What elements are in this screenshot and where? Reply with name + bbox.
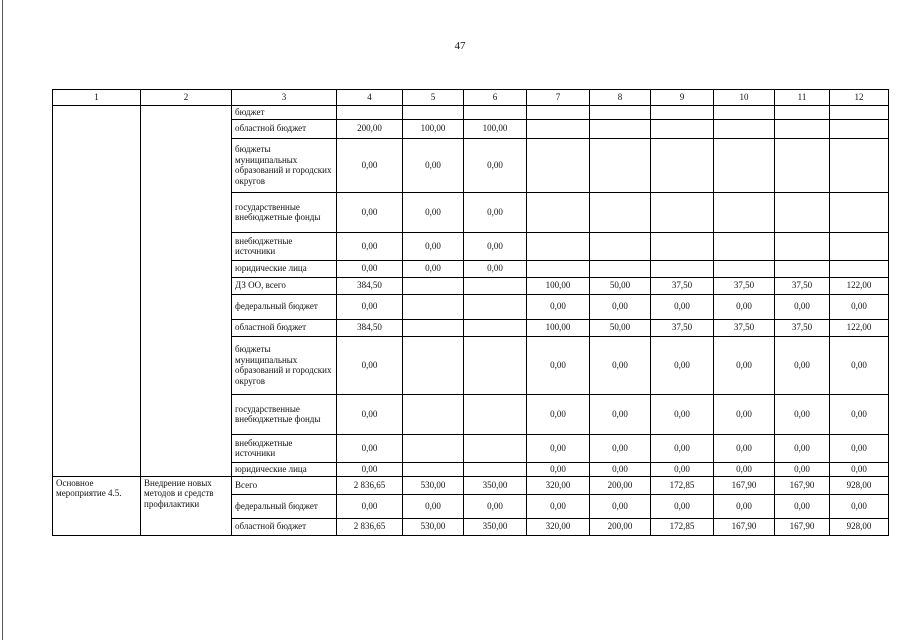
value-cell <box>403 106 464 120</box>
value-cell: 0,00 <box>651 494 714 518</box>
column-header: 3 <box>232 90 337 106</box>
activity-description-empty <box>141 106 232 477</box>
page-number: 47 <box>454 40 466 52</box>
value-cell: 167,90 <box>775 518 830 535</box>
value-cell: 0,00 <box>590 336 651 394</box>
value-cell: 320,00 <box>527 518 590 535</box>
value-cell: 0,00 <box>464 494 527 518</box>
value-cell: 0,00 <box>775 394 830 434</box>
table-row <box>53 476 889 494</box>
value-cell: 0,00 <box>714 462 775 476</box>
funding-source: юридические лица <box>232 462 337 476</box>
value-cell: 0,00 <box>651 462 714 476</box>
value-cell: 0,00 <box>403 232 464 260</box>
value-cell: 37,50 <box>775 277 830 294</box>
value-cell: 0,00 <box>830 494 889 518</box>
value-cell: 2 836,65 <box>337 518 403 535</box>
column-header: 7 <box>527 90 590 106</box>
value-cell: 200,00 <box>337 119 403 138</box>
value-cell <box>830 232 889 260</box>
value-cell: 0,00 <box>337 494 403 518</box>
value-cell <box>714 232 775 260</box>
value-cell: 0,00 <box>651 394 714 434</box>
value-cell <box>714 138 775 192</box>
value-cell <box>590 119 651 138</box>
activity-name: Основное мероприятие 4.5. <box>53 476 141 535</box>
value-cell: 0,00 <box>830 294 889 319</box>
value-cell: 384,50 <box>337 277 403 294</box>
funding-source: бюджет <box>232 106 337 120</box>
value-cell: 928,00 <box>830 518 889 535</box>
value-cell: 0,00 <box>775 434 830 462</box>
value-cell <box>830 138 889 192</box>
value-cell: 0,00 <box>775 336 830 394</box>
value-cell: 530,00 <box>403 476 464 494</box>
value-cell: 167,90 <box>714 476 775 494</box>
value-cell <box>590 192 651 232</box>
funding-source: внебюджетные источники <box>232 232 337 260</box>
value-cell <box>403 294 464 319</box>
value-cell <box>403 319 464 336</box>
value-cell: 0,00 <box>830 336 889 394</box>
value-cell <box>527 260 590 277</box>
column-header: 8 <box>590 90 651 106</box>
value-cell <box>714 260 775 277</box>
value-cell: 0,00 <box>527 394 590 434</box>
funding-source: Всего <box>232 476 337 494</box>
value-cell <box>527 192 590 232</box>
value-cell <box>527 232 590 260</box>
value-cell: 0,00 <box>590 294 651 319</box>
value-cell <box>590 138 651 192</box>
value-cell: 0,00 <box>527 434 590 462</box>
column-header: 9 <box>651 90 714 106</box>
value-cell <box>830 192 889 232</box>
value-cell: 50,00 <box>590 277 651 294</box>
value-cell <box>775 232 830 260</box>
value-cell: 0,00 <box>464 232 527 260</box>
value-cell: 0,00 <box>403 138 464 192</box>
column-header: 1 <box>53 90 141 106</box>
value-cell <box>775 138 830 192</box>
value-cell: 0,00 <box>775 494 830 518</box>
funding-source: бюджеты муниципальных образований и городских округов <box>232 138 337 192</box>
value-cell <box>464 277 527 294</box>
value-cell: 0,00 <box>714 294 775 319</box>
value-cell <box>527 138 590 192</box>
funding-source: бюджеты муниципальных образований и городских округов <box>232 336 337 394</box>
value-cell: 172,85 <box>651 476 714 494</box>
column-header: 11 <box>775 90 830 106</box>
value-cell <box>403 336 464 394</box>
column-header: 12 <box>830 90 889 106</box>
value-cell: 0,00 <box>464 138 527 192</box>
value-cell: 0,00 <box>337 394 403 434</box>
value-cell <box>830 260 889 277</box>
value-cell: 100,00 <box>527 277 590 294</box>
funding-source: областной бюджет <box>232 119 337 138</box>
value-cell <box>714 192 775 232</box>
funding-source: федеральный бюджет <box>232 494 337 518</box>
value-cell <box>775 192 830 232</box>
value-cell <box>775 119 830 138</box>
value-cell <box>403 434 464 462</box>
value-cell: 37,50 <box>775 319 830 336</box>
value-cell: 200,00 <box>590 476 651 494</box>
value-cell: 0,00 <box>651 336 714 394</box>
value-cell: 0,00 <box>464 192 527 232</box>
funding-source: внебюджетные источники <box>232 434 337 462</box>
value-cell <box>830 106 889 120</box>
value-cell: 0,00 <box>527 336 590 394</box>
column-header: 6 <box>464 90 527 106</box>
value-cell <box>527 119 590 138</box>
value-cell: 200,00 <box>590 518 651 535</box>
value-cell: 0,00 <box>337 336 403 394</box>
value-cell <box>775 106 830 120</box>
value-cell: 928,00 <box>830 476 889 494</box>
value-cell: 100,00 <box>403 119 464 138</box>
value-cell: 0,00 <box>527 462 590 476</box>
value-cell <box>464 394 527 434</box>
value-cell: 350,00 <box>464 518 527 535</box>
value-cell: 37,50 <box>714 277 775 294</box>
value-cell: 0,00 <box>651 294 714 319</box>
value-cell: 100,00 <box>527 319 590 336</box>
value-cell <box>651 119 714 138</box>
value-cell: 0,00 <box>590 394 651 434</box>
value-cell: 122,00 <box>830 319 889 336</box>
funding-source: государственные внебюджетные фонды <box>232 394 337 434</box>
value-cell <box>714 119 775 138</box>
table-body <box>53 90 889 536</box>
column-header: 10 <box>714 90 775 106</box>
value-cell: 0,00 <box>337 434 403 462</box>
table-row <box>53 106 889 120</box>
value-cell <box>464 336 527 394</box>
value-cell <box>403 277 464 294</box>
value-cell: 0,00 <box>590 494 651 518</box>
value-cell <box>590 260 651 277</box>
value-cell: 0,00 <box>527 294 590 319</box>
column-header: 2 <box>141 90 232 106</box>
value-cell <box>590 106 651 120</box>
value-cell: 0,00 <box>830 394 889 434</box>
value-cell: 0,00 <box>337 138 403 192</box>
value-cell <box>651 260 714 277</box>
value-cell <box>651 192 714 232</box>
value-cell: 0,00 <box>337 192 403 232</box>
value-cell <box>651 232 714 260</box>
value-cell: 0,00 <box>337 260 403 277</box>
value-cell <box>464 106 527 120</box>
value-cell: 0,00 <box>714 494 775 518</box>
value-cell <box>403 462 464 476</box>
value-cell: 0,00 <box>403 260 464 277</box>
funding-source: юридические лица <box>232 260 337 277</box>
value-cell <box>464 294 527 319</box>
value-cell: 0,00 <box>337 462 403 476</box>
value-cell: 50,00 <box>590 319 651 336</box>
value-cell <box>590 232 651 260</box>
value-cell: 37,50 <box>714 319 775 336</box>
value-cell: 0,00 <box>775 294 830 319</box>
value-cell: 0,00 <box>527 494 590 518</box>
value-cell: 167,90 <box>775 476 830 494</box>
value-cell: 122,00 <box>830 277 889 294</box>
value-cell: 0,00 <box>464 260 527 277</box>
value-cell <box>830 119 889 138</box>
value-cell <box>464 462 527 476</box>
value-cell: 0,00 <box>403 192 464 232</box>
value-cell <box>714 106 775 120</box>
value-cell <box>527 106 590 120</box>
value-cell: 0,00 <box>830 434 889 462</box>
funding-source: областной бюджет <box>232 518 337 535</box>
funding-source: государственные внебюджетные фонды <box>232 192 337 232</box>
value-cell: 37,50 <box>651 319 714 336</box>
value-cell: 0,00 <box>590 434 651 462</box>
value-cell: 0,00 <box>714 434 775 462</box>
value-cell: 172,85 <box>651 518 714 535</box>
value-cell: 320,00 <box>527 476 590 494</box>
value-cell: 0,00 <box>651 434 714 462</box>
page-left-edge <box>2 0 3 640</box>
header-row <box>53 90 889 106</box>
value-cell: 0,00 <box>830 462 889 476</box>
value-cell: 0,00 <box>403 494 464 518</box>
value-cell: 0,00 <box>590 462 651 476</box>
value-cell: 100,00 <box>464 119 527 138</box>
value-cell <box>651 106 714 120</box>
value-cell: 384,50 <box>337 319 403 336</box>
value-cell <box>403 394 464 434</box>
value-cell <box>337 106 403 120</box>
value-cell <box>464 434 527 462</box>
activity-description: Внедрение новых методов и средств профилактики <box>141 476 232 535</box>
value-cell: 350,00 <box>464 476 527 494</box>
value-cell: 2 836,65 <box>337 476 403 494</box>
funding-table <box>52 89 889 536</box>
value-cell <box>775 260 830 277</box>
value-cell: 0,00 <box>714 394 775 434</box>
value-cell: 37,50 <box>651 277 714 294</box>
funding-source: областной бюджет <box>232 319 337 336</box>
activity-cell-empty <box>53 106 141 477</box>
value-cell: 167,90 <box>714 518 775 535</box>
value-cell: 0,00 <box>714 336 775 394</box>
value-cell: 0,00 <box>775 462 830 476</box>
column-header: 5 <box>403 90 464 106</box>
value-cell <box>651 138 714 192</box>
column-header: 4 <box>337 90 403 106</box>
funding-source: ДЗ ОО, всего <box>232 277 337 294</box>
value-cell <box>464 319 527 336</box>
value-cell: 530,00 <box>403 518 464 535</box>
value-cell: 0,00 <box>337 232 403 260</box>
value-cell: 0,00 <box>337 294 403 319</box>
funding-source: федеральный бюджет <box>232 294 337 319</box>
